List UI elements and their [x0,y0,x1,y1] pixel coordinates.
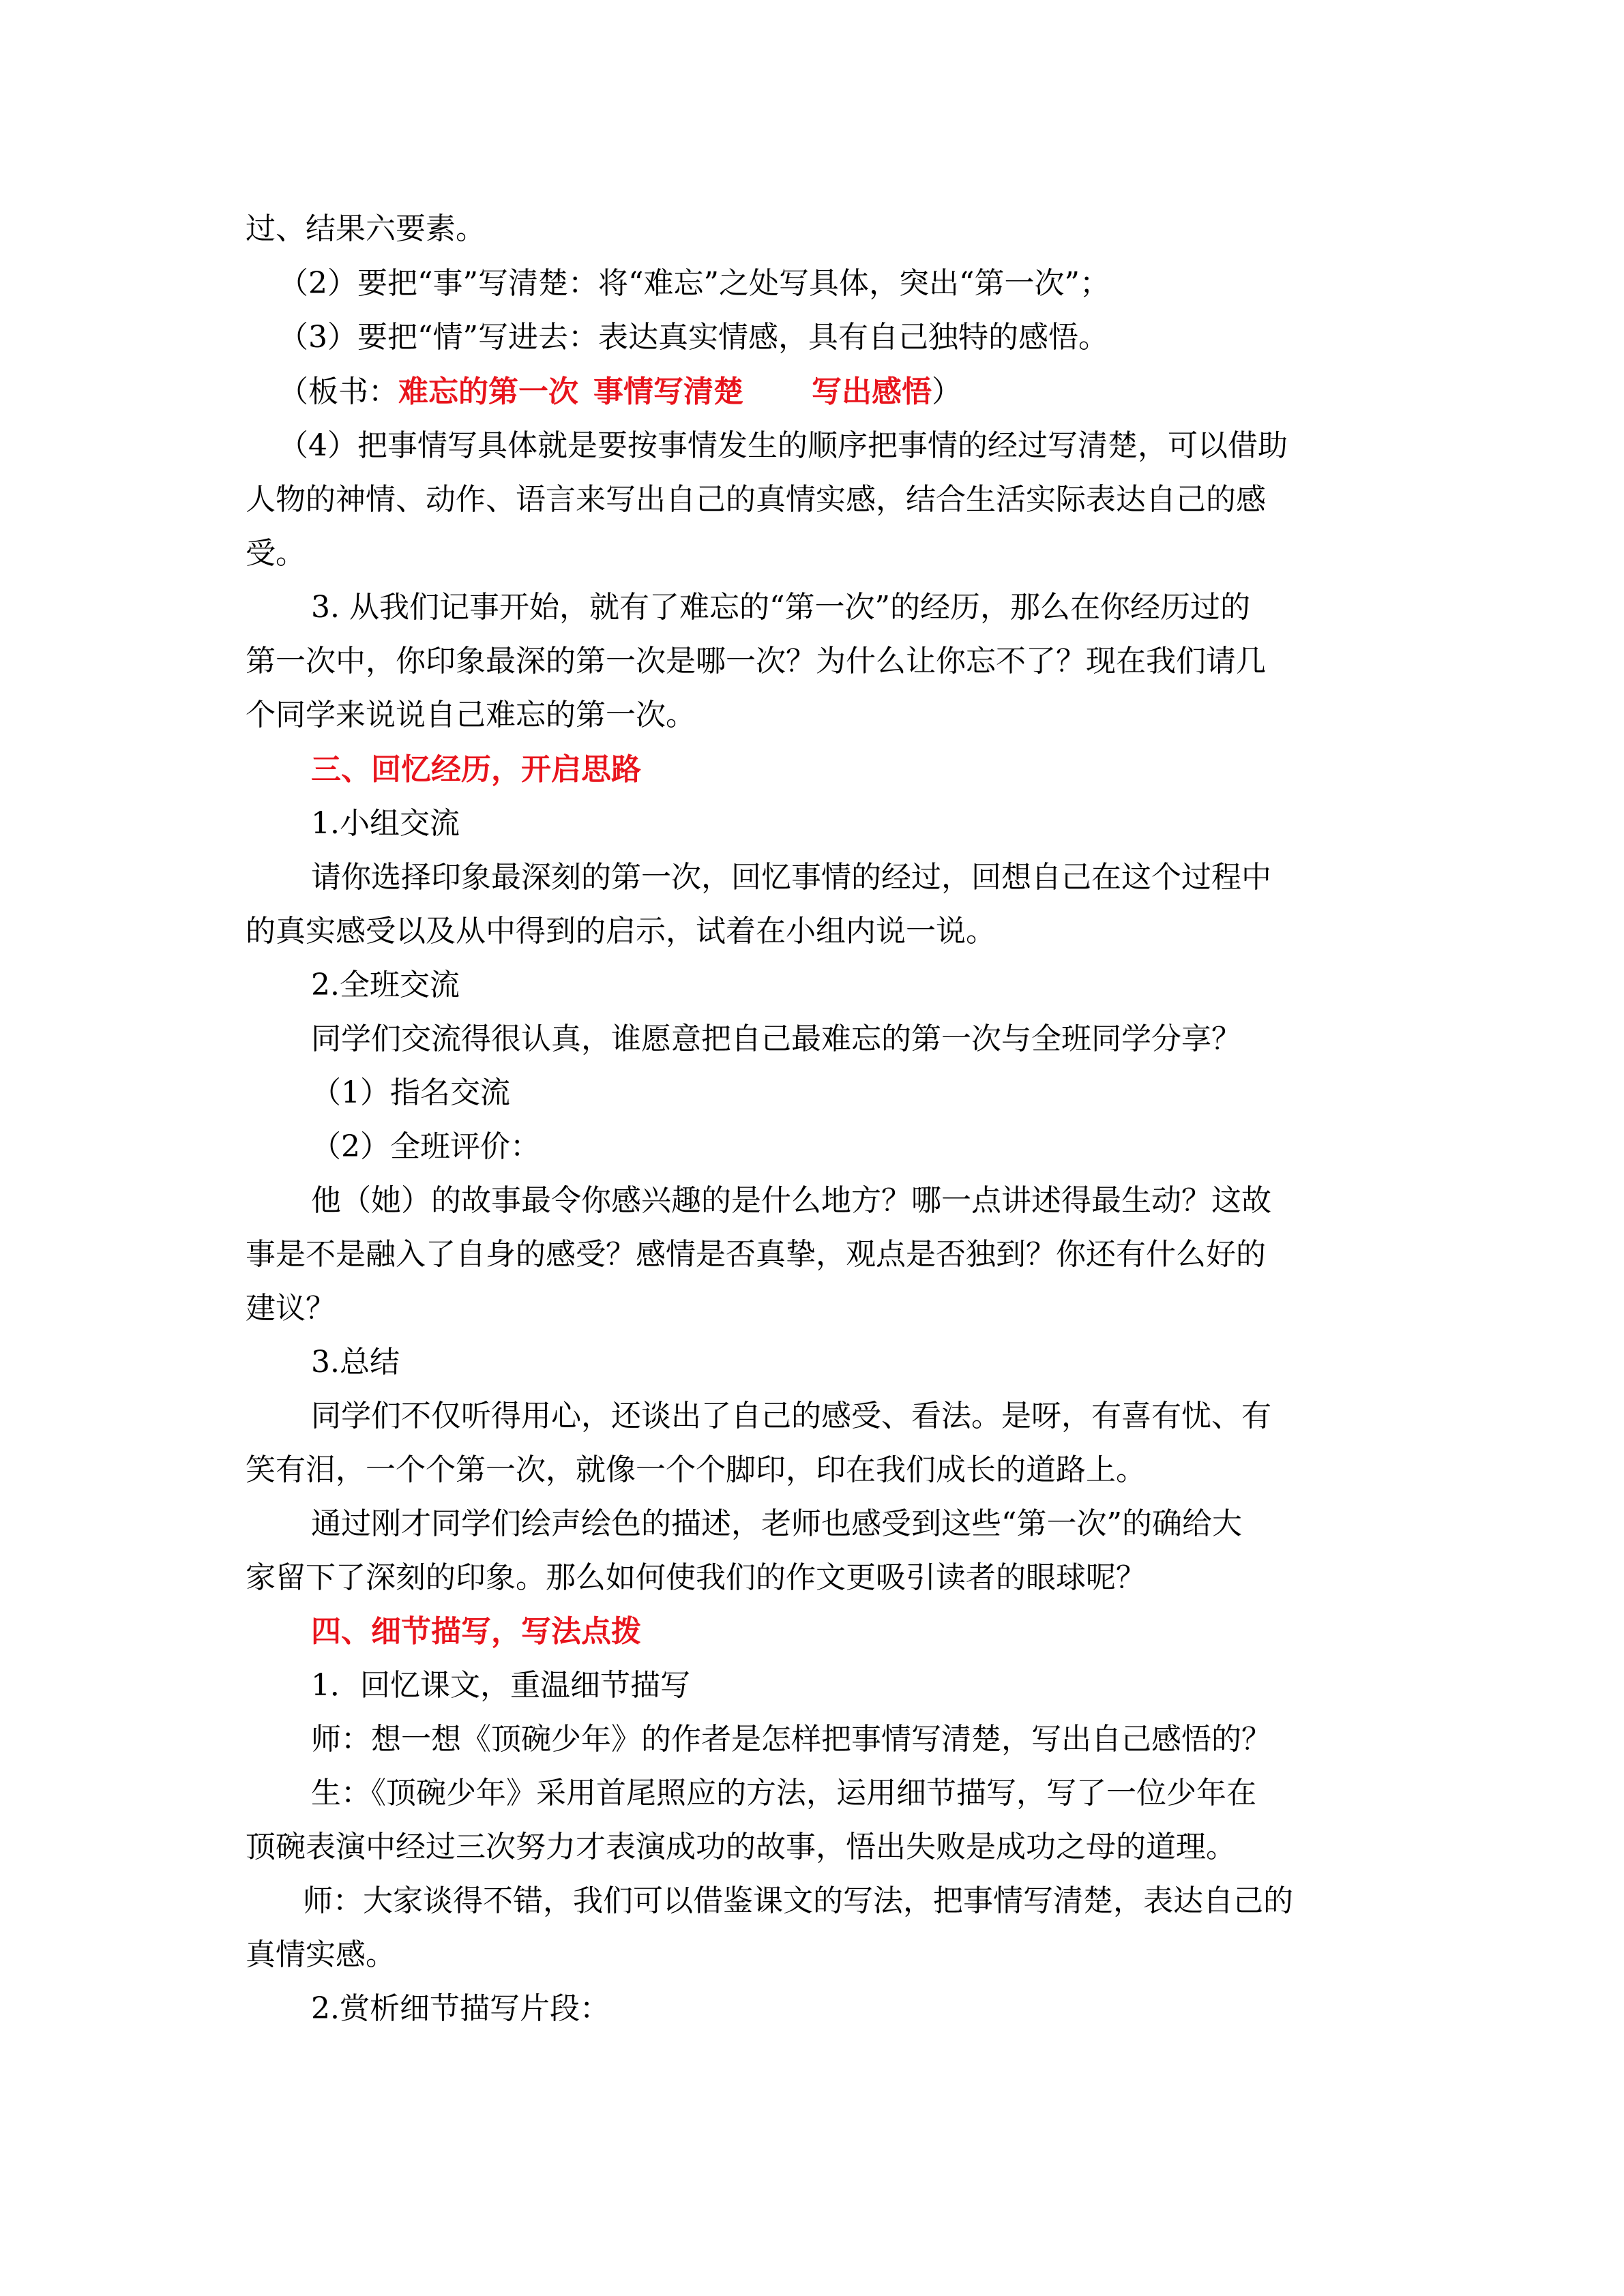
text-line: 他（她）的故事最令你感兴趣的是什么地方？哪一点讲述得最生动？这故 [311,1183,1271,1218]
board-item-1: 难忘的第一次 [398,374,578,409]
text-line: 通过刚才同学们绘声绘色的描述，老师也感受到这些“第一次”的确给大 [311,1506,1242,1541]
text-line: 家留下了深刻的印象。那么如何使我们的作文更吸引读者的眼球呢？ [246,1560,1146,1595]
text-line: 1.小组交流 [311,806,460,841]
text-line: 真情实感。 [246,1937,396,1972]
text-line: 的真实感受以及从中得到的启示，试着在小组内说一说。 [246,914,996,949]
board-note-line [278,372,962,413]
board-suffix: ） [932,374,962,409]
text-line: （2）全班评价： [311,1129,540,1164]
text-line: 生：《顶碗少年》采用首尾照应的方法，运用细节描写，写了一位少年在 [311,1776,1256,1810]
text-line: 个同学来说说自己难忘的第一次。 [246,698,696,732]
section-heading: 四、细节描写，写法点拨 [311,1614,641,1649]
text-line: 3. 从我们记事开始，就有了难忘的“第一次”的经历，那么在你经历过的 [311,590,1250,625]
text-line: 过、结果六要素。 [246,211,486,246]
text-line: 2.全班交流 [311,968,460,1002]
text-line: 师：大家谈得不错，我们可以借鉴课文的写法，把事情写清楚，表达自己的 [303,1883,1293,1918]
text-line: 事是不是融入了自身的感受？感情是否真挚，观点是否独到？你还有什么好的 [246,1237,1266,1272]
text-line: （2）要把“事”写清楚：将“难忘”之处写具体，突出“第一次”； [278,266,1110,301]
text-line: （1）指名交流 [311,1075,510,1110]
text-line: 1．回忆课文，重温细节描写 [311,1668,690,1703]
text-line: 师：想一想《顶碗少年》的作者是怎样把事情写清楚，写出自己感悟的？ [311,1722,1271,1757]
text-line: 第一次中，你印象最深的第一次是哪一次？为什么让你忘不了？现在我们请几 [246,644,1266,679]
text-line: 同学们不仅听得用心，还谈出了自己的感受、看法。是呀，有喜有忧、有 [311,1399,1271,1433]
section-heading: 三、回忆经历，开启思路 [311,752,641,787]
board-item-2: 事情写清楚 [593,374,743,409]
text-line: 笑有泪，一个个第一次，就像一个个脚印，印在我们成长的道路上。 [246,1452,1146,1487]
board-item-3: 写出感悟 [812,374,932,409]
text-line: 顶碗表演中经过三次努力才表演成功的故事，悟出失败是成功之母的道理。 [246,1830,1236,1864]
text-line: 3.总结 [311,1345,400,1380]
board-prefix: （板书： [278,374,398,409]
text-line: 人物的神情、动作、语言来写出自己的真情实感，结合生活实际表达自己的感 [246,482,1266,517]
text-line: 同学们交流得很认真，谁愿意把自己最难忘的第一次与全班同学分享？ [311,1022,1241,1056]
text-line: 建议？ [246,1291,336,1326]
text-line: （3）要把“情”写进去：表达真实情感，具有自己独特的感悟。 [278,320,1108,355]
text-line: 受。 [246,536,306,571]
text-line: （4）把事情写具体就是要按事情发生的顺序把事情的经过写清楚，可以借助 [278,428,1288,463]
text-line: 2.赏析细节描写片段： [311,1991,610,2026]
text-line: 请你选择印象最深刻的第一次，回忆事情的经过，回想自己在这个过程中 [311,860,1271,895]
